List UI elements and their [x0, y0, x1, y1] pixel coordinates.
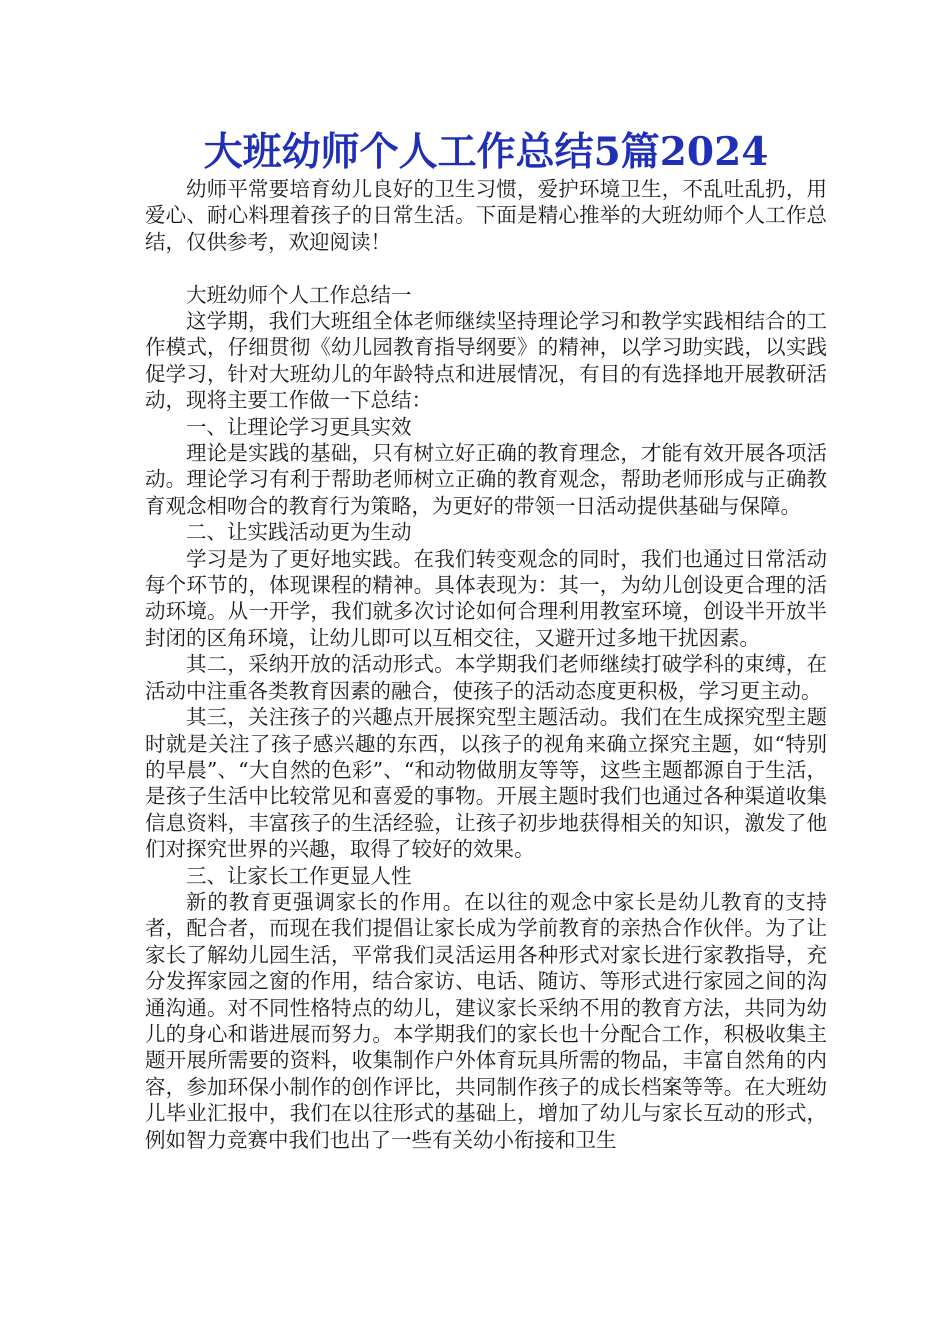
intro-paragraph: 幼师平常要培育幼儿良好的卫生习惯，爱护环境卫生，不乱吐乱扔，用爱心、耐心料理着孩子的日常生活。下面是精心推举的大班幼师个人工作总结，仅供参考，欢迎阅读！ [145, 177, 827, 254]
section-title: 大班幼师个人工作总结一 [186, 282, 412, 307]
paragraph: 其二，采纳开放的活动形式。本学期我们老师继续打破学科的束缚，在活动中注重各类教育因素的融合，使孩子的活动态度更积极，学习更主动。 [145, 652, 827, 703]
blank-line [145, 255, 827, 281]
heading-2: 二、让实践活动更为生动 [186, 520, 412, 545]
document-title: 大班幼师个人工作总结5篇2024 [203, 129, 769, 175]
paragraph: 新的教育更强调家长的作用。在以往的观念中家长是幼儿教育的支持者，配合者，而现在我们提倡让家长成为学前教育的亲热合作伙伴。为了让家长了解幼儿园生活，平常我们灵活运用各种形式对家长进行家教指导，充分发挥家园之窗的作用，结合家访、电话、随访、等形式进行家园之间的沟通沟通。对不同性格特点的幼儿，建议家长采纳不用的教育方法，共同为幼儿的身心和谐进展而努力。本学期我们的家长也十分配合工作，积极收集主题开展所需要的资料，收集制作户外体育玩具所需的物品，丰富自然角的内容，参加环保小制作的创作评比，共同制作孩子的成长档案等等。在大班幼儿毕业汇报中，我们在以往形式的基础上，增加了幼儿与家长互动的形式，例如智力竞赛中我们也出了一些有关幼小衔接和卫生 [145, 889, 827, 1152]
heading-1: 一、让理论学习更具实效 [186, 414, 412, 439]
document-body [145, 176, 827, 1153]
paragraph: 理论是实践的基础，只有树立好正确的教育理念，才能有效开展各项活动。理论学习有利于帮助老师树立正确的教育观念，帮助老师形成与正确教育观念相吻合的教育行为策略，为更好的带领一日活动提供基础与保障。 [145, 441, 827, 518]
heading-3: 三、让家长工作更显人性 [186, 863, 412, 888]
document-page [145, 128, 827, 1153]
paragraph: 其三，关注孩子的兴趣点开展探究型主题活动。我们在生成探究型主题时就是关注了孩子感兴趣的东西，以孩子的视角来确立探究主题，如“特别的早晨”、“大自然的色彩”、“和动物做朋友等等，这些主题都源自于生活，是孩子生活中比较常见和喜爱的事物。开展主题时我们也通过各种渠道收集信息资料，丰富孩子的生活经验，让孩子初步地获得相关的知识，激发了他们对探究世界的兴趣，取得了较好的效果。 [145, 705, 827, 862]
paragraph: 学习是为了更好地实践。在我们转变观念的同时，我们也通过日常活动每个环节的，体现课程的精神。具体表现为：其一，为幼儿创设更合理的活动环境。从一开学，我们就多次讨论如何合理利用教室环境，创设半开放半封闭的区角环境，让幼儿即可以互相交往，又避开过多地干扰因素。 [145, 546, 827, 650]
paragraph: 这学期，我们大班组全体老师继续坚持理论学习和教学实践相结合的工作模式，仔细贯彻《幼儿园教育指导纲要》的精神，以学习助实践，以实践促学习，针对大班幼儿的年龄特点和进展情况，有目的有选择地开展教研活动，现将主要工作做一下总结： [145, 309, 827, 413]
